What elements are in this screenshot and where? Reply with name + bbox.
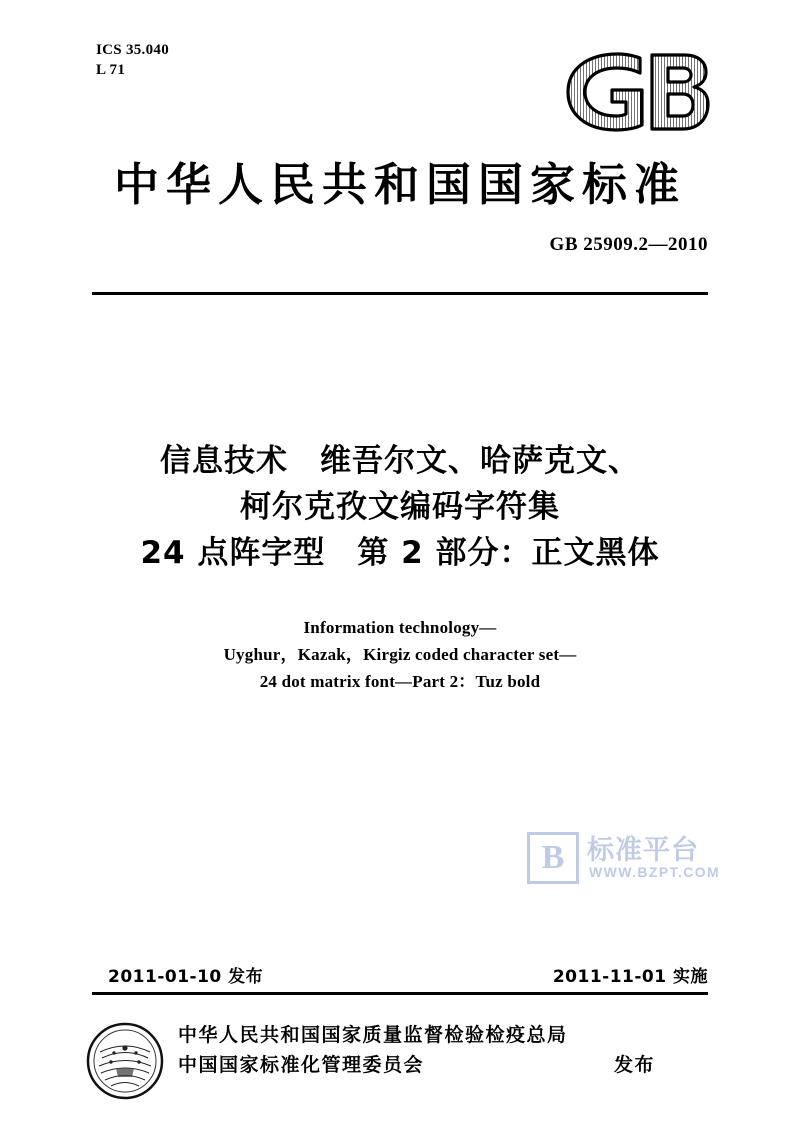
title-cn-line-1: 信息技术 维吾尔文、哈萨克文、 xyxy=(160,443,640,479)
document-title-english xyxy=(70,614,730,695)
watermark-text: 标准平台 xyxy=(587,835,699,866)
watermark-badge-icon: B xyxy=(527,832,579,884)
classification-code: L 71 xyxy=(96,62,126,79)
title-en-line-2: Uyghur，Kazak，Kirgiz coded character set— xyxy=(223,645,577,664)
title-en-line-3: 24 dot matrix font—Part 2：Tuz bold xyxy=(259,672,541,691)
issue-verb: 发布 xyxy=(614,1054,656,1076)
title-cn-line-3: 24 点阵字型 第 2 部分：正文黑体 xyxy=(140,535,660,571)
divider-top xyxy=(92,292,708,295)
effective-date: 2011-11-01 实施 xyxy=(552,967,708,987)
title-en-line-1: Information technology— xyxy=(303,618,497,637)
issuer-line-1: 中华人民共和国国家质量监督检验检疫总局 xyxy=(178,1024,568,1046)
page-title: 中华人民共和国国家标准 xyxy=(113,158,686,211)
national-emblem-icon xyxy=(86,1022,164,1100)
watermark-url: WWW.BZPT.COM xyxy=(589,864,721,880)
divider-bottom xyxy=(92,992,708,995)
issue-date: 2011-01-10 发布 xyxy=(108,967,264,987)
watermark xyxy=(527,828,747,890)
ics-code: ICS 35.040 xyxy=(96,42,170,58)
ics-classification-block xyxy=(96,40,169,81)
issuing-authority xyxy=(178,1020,568,1080)
title-cn-line-2: 柯尔克孜文编码字符集 xyxy=(240,489,560,525)
document-title-chinese xyxy=(70,438,730,576)
issuer-line-2: 中国国家标准化管理委员会 xyxy=(178,1054,425,1076)
gb-logo-icon xyxy=(556,46,712,138)
standard-number: GB 25909.2—2010 xyxy=(549,234,708,255)
